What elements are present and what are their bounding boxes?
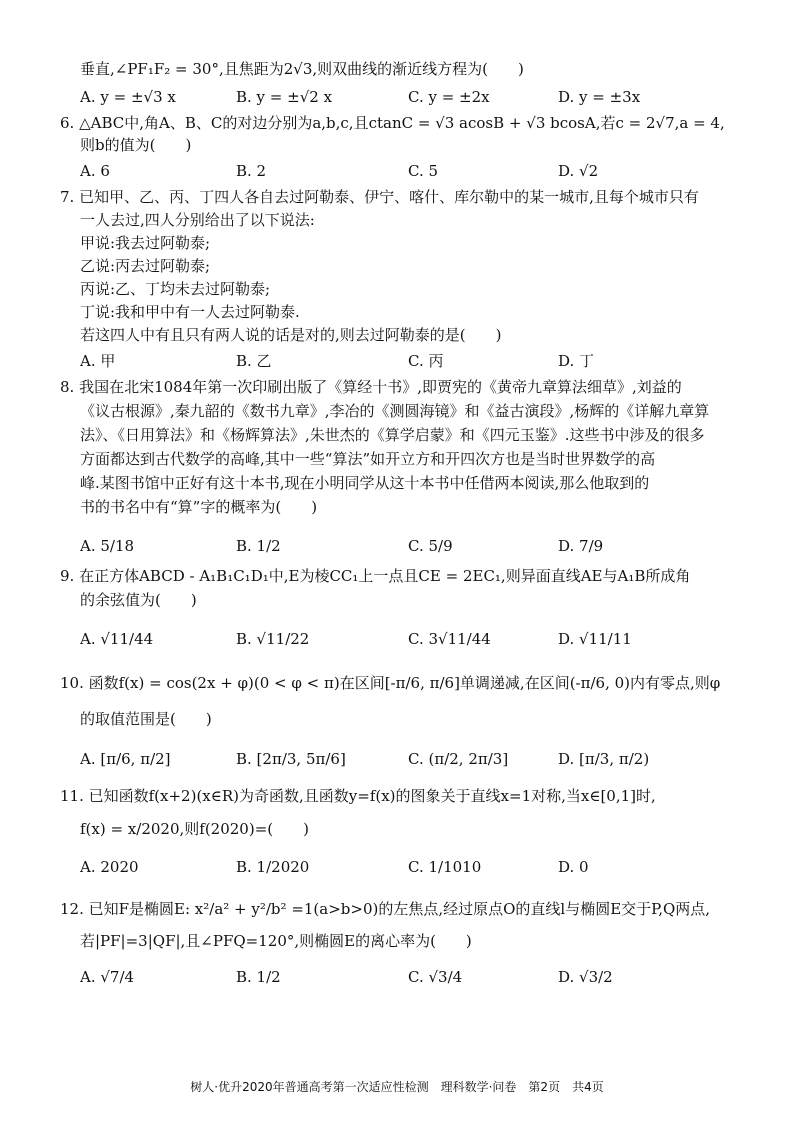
q7-line-3: 甲说:我去过阿勒泰;	[80, 234, 211, 252]
q5-option-c: C. y = ±2x	[408, 88, 490, 106]
q9-option-b: B. √11/22	[236, 630, 310, 648]
q11-line-2: f(x) = x/2020,则f(2020)=( )	[80, 820, 309, 838]
q11-option-b: B. 1/2020	[236, 858, 310, 876]
q8-option-d: D. 7/9	[558, 537, 604, 555]
q7-line-2: 一人去过,四人分别给出了以下说法:	[80, 211, 315, 229]
q6-option-c: C. 5	[408, 162, 439, 180]
q12-option-d: D. √3/2	[558, 968, 613, 986]
q7-option-a: A. 甲	[80, 352, 116, 370]
q7-line-4: 乙说:丙去过阿勒泰;	[80, 257, 211, 275]
q8-line-5: 峰.某图书馆中正好有这十本书,现在小明同学从这十本书中任借两本阅读,那么他取到的	[80, 474, 650, 492]
q9-option-a: A. √11/44	[80, 630, 154, 648]
q7-option-c: C. 丙	[408, 352, 444, 370]
q10-line-2: 的取值范围是( )	[80, 710, 212, 728]
q5-option-a: A. y = ±√3 x	[80, 88, 176, 106]
q11-option-d: D. 0	[558, 858, 589, 876]
q7-option-d: D. 丁	[558, 352, 595, 370]
q7-line-6: 丁说:我和甲中有一人去过阿勒泰.	[80, 303, 300, 321]
q8-line-3: 法》、《日用算法》和《杨辉算法》,朱世杰的《算学启蒙》和《四元玉鉴》.这些书中涉及的很多	[80, 426, 705, 444]
page-footer: 树人·优升2020年普通高考第一次适应性检测 理科数学·问卷 第2页 共4页	[190, 1080, 604, 1094]
q12-option-b: B. 1/2	[236, 968, 281, 986]
q7-line-5: 丙说:乙、丁均未去过阿勒泰;	[80, 280, 271, 298]
q6-line-1: 6. △ABC中,角A、B、C的对边分别为a,b,c,且ctanC = √3 acosB + √3 bcosA,若c = 2√7,a = 4,	[60, 114, 725, 132]
q6-option-d: D. √2	[558, 162, 599, 180]
q5-option-d: D. y = ±3x	[558, 88, 641, 106]
q7-line-1: 7. 已知甲、乙、丙、丁四人各自去过阿勒泰、伊宁、喀什、库尔勒中的某一城市,且每个城市只有	[60, 188, 699, 206]
q10-option-b: B. [2π/3, 5π/6]	[236, 750, 346, 768]
q8-option-b: B. 1/2	[236, 537, 281, 555]
q8-line-6: 书的书名中有“算”字的概率为( )	[80, 498, 318, 516]
q9-line-1: 9. 在正方体ABCD - A₁B₁C₁D₁中,E为棱CC₁上一点且CE = 2EC₁,则异面直线AE与A₁B所成角	[60, 567, 691, 585]
q7-line-7: 若这四人中有且只有两人说的话是对的,则去过阿勒泰的是( )	[80, 326, 502, 344]
q11-option-c: C. 1/1010	[408, 858, 482, 876]
q6-option-a: A. 6	[80, 162, 110, 180]
q10-line-1: 10. 函数f(x) = cos(2x + φ)(0 < φ < π)在区间[-π/6, π/6]单调递减,在区间(-π/6, 0)内有零点,则φ	[60, 674, 721, 692]
q8-line-1: 8. 我国在北宋1084年第一次印刷出版了《算经十书》,即贾宪的《黄帝九章算法细草》,刘益的	[60, 378, 682, 396]
q8-option-a: A. 5/18	[80, 537, 135, 555]
q6-line-2: 则b的值为( )	[80, 136, 192, 154]
q5-option-b: B. y = ±√2 x	[236, 88, 333, 106]
q9-option-d: D. √11/11	[558, 630, 632, 648]
q11-option-a: A. 2020	[80, 858, 139, 876]
q10-option-c: C. (π/2, 2π/3]	[408, 750, 509, 768]
q12-option-c: C. √3/4	[408, 968, 463, 986]
q8-line-2: 《议古根源》,秦九韶的《数书九章》,李冶的《测圆海镜》和《益古演段》,杨辉的《详解九章算	[80, 402, 710, 420]
q12-option-a: A. √7/4	[80, 968, 135, 986]
q9-line-2: 的余弦值为( )	[80, 591, 197, 609]
q7-option-b: B. 乙	[236, 352, 272, 370]
q8-line-4: 方面都达到古代数学的高峰,其中一些“算法”如开立方和开四次方也是当时世界数学的高	[80, 450, 656, 468]
q12-line-1: 12. 已知F是椭圆E: x²/a² + y²/b² =1(a>b>0)的左焦点,经过原点O的直线l与椭圆E交于P,Q两点,	[60, 900, 711, 918]
q9-option-c: C. 3√11/44	[408, 630, 491, 648]
q5-text: 垂直,∠PF₁F₂ = 30°,且焦距为2√3,则双曲线的渐近线方程为( )	[80, 60, 524, 78]
q11-line-1: 11. 已知函数f(x+2)(x∈R)为奇函数,且函数y=f(x)的图象关于直线x=1对称,当x∈[0,1]时,	[60, 787, 656, 805]
q10-option-d: D. [π/3, π/2)	[558, 750, 650, 768]
q12-line-2: 若|PF|=3|QF|,且∠PFQ=120°,则椭圆E的离心率为( )	[80, 932, 472, 950]
q8-option-c: C. 5/9	[408, 537, 453, 555]
q10-option-a: A. [π/6, π/2]	[80, 750, 171, 768]
q6-option-b: B. 2	[236, 162, 267, 180]
